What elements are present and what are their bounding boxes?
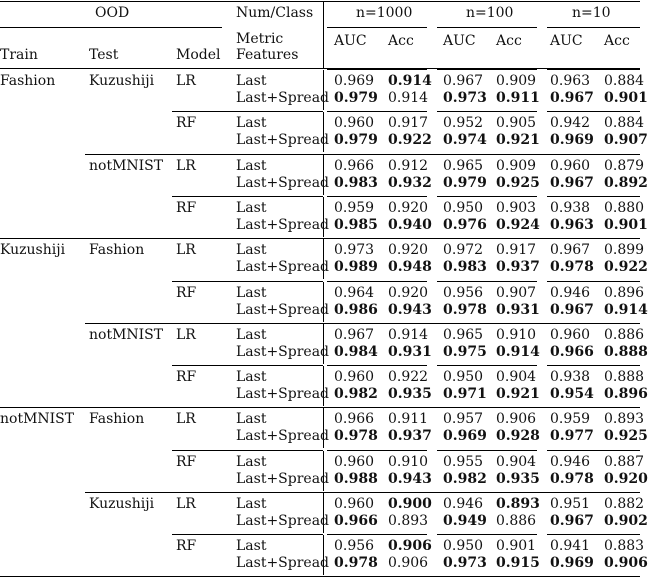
feature-label: Last+Spread bbox=[236, 513, 330, 529]
auc-header-n100: AUC bbox=[443, 33, 476, 49]
metric-value: 0.937 bbox=[496, 259, 540, 275]
group-rule bbox=[0, 238, 640, 239]
metric-value: 0.979 bbox=[334, 90, 378, 106]
metric-value: 0.888 bbox=[604, 369, 645, 385]
value-rule-n10 bbox=[547, 281, 640, 282]
metric-value: 0.914 bbox=[604, 302, 648, 318]
metric-value: 0.969 bbox=[550, 555, 594, 571]
metric-value: 0.984 bbox=[334, 344, 378, 360]
metric-value: 0.967 bbox=[550, 513, 594, 529]
metric-value: 0.989 bbox=[334, 259, 378, 275]
value-rule-n100 bbox=[437, 450, 537, 451]
metric-value: 0.907 bbox=[496, 285, 537, 301]
model-label: RF bbox=[176, 369, 197, 385]
ood-underline bbox=[0, 27, 222, 28]
model-rule bbox=[172, 534, 323, 535]
metric-value: 0.942 bbox=[550, 115, 591, 131]
metric-value: 0.943 bbox=[388, 302, 432, 318]
metric-value: 0.943 bbox=[388, 471, 432, 487]
metric-value: 0.931 bbox=[388, 344, 432, 360]
feature-label: Last bbox=[236, 369, 267, 385]
feature-label: Last bbox=[236, 496, 267, 512]
metric-value: 0.946 bbox=[550, 285, 591, 301]
value-rule-n100 bbox=[437, 154, 537, 155]
metric-value: 0.893 bbox=[388, 513, 429, 529]
metric-value: 0.879 bbox=[604, 158, 645, 174]
test-label: Kuzushiji bbox=[89, 73, 155, 89]
model-rule bbox=[172, 196, 323, 197]
value-rule-n1000 bbox=[327, 534, 427, 535]
metric-value: 0.967 bbox=[443, 73, 484, 89]
metric-value: 0.978 bbox=[550, 471, 594, 487]
model-rule bbox=[172, 450, 323, 451]
metric-value: 0.979 bbox=[334, 132, 378, 148]
feature-label: Last+Spread bbox=[236, 302, 330, 318]
metric-value: 0.960 bbox=[550, 158, 591, 174]
metric-value: 0.935 bbox=[496, 471, 540, 487]
metric-value: 0.906 bbox=[604, 555, 648, 571]
metric-value: 0.914 bbox=[388, 73, 432, 89]
value-rule-n10 bbox=[547, 407, 640, 408]
metric-value: 0.886 bbox=[604, 327, 645, 343]
metric-value: 0.924 bbox=[496, 217, 540, 233]
metric-value: 0.887 bbox=[604, 454, 645, 470]
n1000-header: n=1000 bbox=[356, 5, 413, 21]
bottom-rule bbox=[0, 576, 640, 577]
metric-value: 0.965 bbox=[443, 327, 484, 343]
metric-value: 0.925 bbox=[604, 428, 648, 444]
value-rule-n10 bbox=[547, 323, 640, 324]
feature-label: Last bbox=[236, 73, 267, 89]
value-rule-n1000 bbox=[327, 238, 427, 239]
test-label: Fashion bbox=[89, 242, 145, 258]
metric-value: 0.920 bbox=[604, 471, 648, 487]
metric-value: 0.965 bbox=[443, 158, 484, 174]
value-rule-n100 bbox=[437, 492, 537, 493]
metric-value: 0.922 bbox=[604, 259, 648, 275]
metric-value: 0.907 bbox=[604, 132, 648, 148]
metric-value: 0.983 bbox=[443, 259, 487, 275]
value-rule-n100 bbox=[437, 323, 537, 324]
value-rule-n10 bbox=[547, 492, 640, 493]
model-label: LR bbox=[176, 327, 196, 343]
metric-value: 0.950 bbox=[443, 200, 484, 216]
metric-value: 0.966 bbox=[334, 158, 375, 174]
metric-value: 0.963 bbox=[550, 217, 594, 233]
metric-value: 0.979 bbox=[443, 175, 487, 191]
model-rule bbox=[172, 365, 323, 366]
model-label: RF bbox=[176, 285, 197, 301]
value-rule-n10 bbox=[547, 111, 640, 112]
metric-value: 0.966 bbox=[334, 513, 378, 529]
metric-value: 0.901 bbox=[604, 90, 648, 106]
model-label: LR bbox=[176, 158, 196, 174]
metric-value: 0.883 bbox=[604, 538, 645, 554]
header-rule bbox=[0, 68, 640, 69]
model-header: Model bbox=[176, 47, 221, 63]
metric-value: 0.931 bbox=[496, 302, 540, 318]
feature-label: Last bbox=[236, 115, 267, 131]
metric-value: 0.960 bbox=[334, 496, 375, 512]
metric-value: 0.911 bbox=[388, 411, 429, 427]
value-rule-n1000 bbox=[327, 450, 427, 451]
feature-label: Last+Spread bbox=[236, 555, 330, 571]
value-rule-n1000 bbox=[327, 323, 427, 324]
value-rule-n100 bbox=[437, 111, 537, 112]
metric-value: 0.988 bbox=[334, 471, 378, 487]
metric-value: 0.912 bbox=[388, 158, 429, 174]
metric-value: 0.967 bbox=[550, 175, 594, 191]
metric-value: 0.902 bbox=[604, 513, 648, 529]
metric-value: 0.884 bbox=[604, 73, 645, 89]
metric-value: 0.914 bbox=[388, 90, 429, 106]
feature-label: Last+Spread bbox=[236, 90, 330, 106]
test-header: Test bbox=[89, 47, 119, 63]
metric-value: 0.917 bbox=[388, 115, 429, 131]
metric-value: 0.925 bbox=[496, 175, 540, 191]
feature-label: Last bbox=[236, 538, 267, 554]
metric-value: 0.960 bbox=[334, 369, 375, 385]
feature-label: Last+Spread bbox=[236, 175, 330, 191]
metric-value: 0.910 bbox=[496, 327, 537, 343]
auc-header-n1000: AUC bbox=[334, 33, 367, 49]
metric-value: 0.928 bbox=[496, 428, 540, 444]
metric-value: 0.896 bbox=[604, 386, 648, 402]
metric-value: 0.950 bbox=[443, 538, 484, 554]
metric-value: 0.901 bbox=[604, 217, 648, 233]
value-rule-n100 bbox=[437, 69, 537, 70]
feature-label: Last+Spread bbox=[236, 471, 330, 487]
metric-value: 0.896 bbox=[604, 285, 645, 301]
metric-value: 0.957 bbox=[443, 411, 484, 427]
metric-value: 0.909 bbox=[496, 73, 537, 89]
acc-header-n1000: Acc bbox=[388, 33, 414, 49]
value-rule-n10 bbox=[547, 365, 640, 366]
metric-value: 0.880 bbox=[604, 200, 645, 216]
metric-value: 0.967 bbox=[334, 327, 375, 343]
metric-value: 0.893 bbox=[604, 411, 645, 427]
n100-underline bbox=[437, 27, 537, 28]
model-label: LR bbox=[176, 73, 196, 89]
metric-value: 0.906 bbox=[496, 411, 537, 427]
metric-value: 0.986 bbox=[334, 302, 378, 318]
model-rule bbox=[172, 111, 323, 112]
metric-value: 0.932 bbox=[388, 175, 432, 191]
metric-value: 0.910 bbox=[388, 454, 429, 470]
n10-header: n=10 bbox=[572, 5, 611, 21]
metric-value: 0.920 bbox=[388, 200, 429, 216]
metric-value: 0.975 bbox=[443, 344, 487, 360]
model-label: LR bbox=[176, 411, 196, 427]
metric-value: 0.882 bbox=[604, 496, 645, 512]
metric-value: 0.921 bbox=[496, 386, 540, 402]
metric-value: 0.901 bbox=[496, 538, 537, 554]
value-rule-n10 bbox=[547, 196, 640, 197]
metric-value: 0.915 bbox=[496, 555, 540, 571]
metric-value: 0.899 bbox=[604, 242, 645, 258]
auc-header-n10: AUC bbox=[550, 33, 583, 49]
group-rule bbox=[0, 407, 640, 408]
metric-value: 0.917 bbox=[496, 242, 537, 258]
metric-value: 0.914 bbox=[496, 344, 540, 360]
metric-value: 0.985 bbox=[334, 217, 378, 233]
value-rule-n1000 bbox=[327, 281, 427, 282]
metric-value: 0.888 bbox=[604, 344, 648, 360]
metric-value: 0.886 bbox=[496, 513, 537, 529]
model-label: RF bbox=[176, 200, 197, 216]
metric-value: 0.938 bbox=[550, 200, 591, 216]
metric-value: 0.900 bbox=[388, 496, 432, 512]
value-rule-n100 bbox=[437, 407, 537, 408]
header-separator bbox=[323, 2, 324, 68]
value-rule-n1000 bbox=[327, 196, 427, 197]
metric-value: 0.956 bbox=[334, 538, 375, 554]
metric-value: 0.963 bbox=[550, 73, 591, 89]
train-label: notMNIST bbox=[0, 411, 75, 427]
model-label: RF bbox=[176, 115, 197, 131]
metric-header: Metric bbox=[236, 31, 284, 47]
feature-label: Last bbox=[236, 327, 267, 343]
train-label: Kuzushiji bbox=[0, 242, 66, 258]
metric-value: 0.950 bbox=[443, 369, 484, 385]
n1000-underline bbox=[327, 27, 427, 28]
metric-value: 0.914 bbox=[388, 327, 429, 343]
feature-label: Last+Spread bbox=[236, 132, 330, 148]
metric-value: 0.884 bbox=[604, 115, 645, 131]
value-rule-n100 bbox=[437, 365, 537, 366]
metric-value: 0.893 bbox=[496, 496, 540, 512]
metric-value: 0.967 bbox=[550, 242, 591, 258]
metric-value: 0.977 bbox=[550, 428, 594, 444]
metric-value: 0.904 bbox=[496, 454, 537, 470]
metric-value: 0.982 bbox=[443, 471, 487, 487]
metric-value: 0.952 bbox=[443, 115, 484, 131]
model-label: LR bbox=[176, 496, 196, 512]
value-rule-n1000 bbox=[327, 492, 427, 493]
metric-value: 0.978 bbox=[334, 428, 378, 444]
metric-value: 0.922 bbox=[388, 369, 429, 385]
n100-header: n=100 bbox=[466, 5, 514, 21]
metric-value: 0.960 bbox=[334, 115, 375, 131]
feature-label: Last bbox=[236, 454, 267, 470]
top-rule bbox=[0, 1, 640, 2]
value-rule-n10 bbox=[547, 238, 640, 239]
train-header: Train bbox=[0, 47, 38, 63]
ood-header: OOD bbox=[95, 5, 130, 21]
feature-label: Last+Spread bbox=[236, 217, 330, 233]
metric-value: 0.971 bbox=[443, 386, 487, 402]
metric-value: 0.978 bbox=[550, 259, 594, 275]
feature-label: Last bbox=[236, 200, 267, 216]
value-rule-n1000 bbox=[327, 407, 427, 408]
model-rule bbox=[172, 281, 323, 282]
metric-value: 0.955 bbox=[443, 454, 484, 470]
value-rule-n1000 bbox=[327, 154, 427, 155]
value-rule-n100 bbox=[437, 196, 537, 197]
metric-value: 0.983 bbox=[334, 175, 378, 191]
n10-underline bbox=[547, 27, 640, 28]
metric-value: 0.904 bbox=[496, 369, 537, 385]
metric-value: 0.969 bbox=[443, 428, 487, 444]
metric-value: 0.967 bbox=[550, 302, 594, 318]
metric-value: 0.920 bbox=[388, 285, 429, 301]
metric-value: 0.973 bbox=[334, 242, 375, 258]
test-label: Fashion bbox=[89, 411, 145, 427]
metric-value: 0.951 bbox=[550, 496, 591, 512]
metric-value: 0.973 bbox=[443, 90, 487, 106]
metric-value: 0.969 bbox=[550, 132, 594, 148]
metric-value: 0.967 bbox=[550, 90, 594, 106]
value-rule-n10 bbox=[547, 69, 640, 70]
num-class-header: Num/Class bbox=[236, 5, 314, 21]
value-rule-n100 bbox=[437, 534, 537, 535]
value-rule-n1000 bbox=[327, 111, 427, 112]
metric-value: 0.960 bbox=[334, 454, 375, 470]
metric-value: 0.937 bbox=[388, 428, 432, 444]
metric-value: 0.978 bbox=[334, 555, 378, 571]
acc-header-n100: Acc bbox=[496, 33, 522, 49]
metric-value: 0.949 bbox=[443, 513, 487, 529]
value-rule-n100 bbox=[437, 238, 537, 239]
value-rule-n1000 bbox=[327, 69, 427, 70]
metric-value: 0.906 bbox=[388, 538, 432, 554]
metric-value: 0.956 bbox=[443, 285, 484, 301]
metric-value: 0.892 bbox=[604, 175, 648, 191]
model-label: RF bbox=[176, 538, 197, 554]
metric-value: 0.982 bbox=[334, 386, 378, 402]
value-rule-n10 bbox=[547, 154, 640, 155]
metric-value: 0.909 bbox=[496, 158, 537, 174]
metric-value: 0.935 bbox=[388, 386, 432, 402]
metric-value: 0.948 bbox=[388, 259, 432, 275]
metric-value: 0.959 bbox=[334, 200, 375, 216]
feature-label: Last+Spread bbox=[236, 428, 330, 444]
value-rule-n10 bbox=[547, 450, 640, 451]
metric-value: 0.964 bbox=[334, 285, 375, 301]
test-label: Kuzushiji bbox=[89, 496, 155, 512]
feature-label: Last bbox=[236, 158, 267, 174]
value-rule-n10 bbox=[547, 534, 640, 535]
metric-value: 0.959 bbox=[550, 411, 591, 427]
metric-value: 0.941 bbox=[550, 538, 591, 554]
test-label: notMNIST bbox=[89, 158, 164, 174]
features-header: Features bbox=[236, 47, 299, 63]
feature-label: Last bbox=[236, 285, 267, 301]
metric-value: 0.978 bbox=[443, 302, 487, 318]
metric-value: 0.906 bbox=[388, 555, 429, 571]
metric-value: 0.946 bbox=[443, 496, 484, 512]
value-rule-n100 bbox=[437, 281, 537, 282]
train-label: Fashion bbox=[0, 73, 56, 89]
feature-label: Last bbox=[236, 411, 267, 427]
metric-value: 0.946 bbox=[550, 454, 591, 470]
metric-value: 0.921 bbox=[496, 132, 540, 148]
metric-value: 0.954 bbox=[550, 386, 594, 402]
metric-value: 0.960 bbox=[550, 327, 591, 343]
metric-value: 0.911 bbox=[496, 90, 540, 106]
metric-value: 0.976 bbox=[443, 217, 487, 233]
metric-value: 0.973 bbox=[443, 555, 487, 571]
model-label: RF bbox=[176, 454, 197, 470]
metric-value: 0.969 bbox=[334, 73, 375, 89]
metric-value: 0.974 bbox=[443, 132, 487, 148]
value-rule-n1000 bbox=[327, 365, 427, 366]
feature-label: Last+Spread bbox=[236, 344, 330, 360]
feature-label: Last+Spread bbox=[236, 386, 330, 402]
metric-value: 0.922 bbox=[388, 132, 432, 148]
metric-value: 0.966 bbox=[334, 411, 375, 427]
metric-value: 0.972 bbox=[443, 242, 484, 258]
metric-value: 0.903 bbox=[496, 200, 537, 216]
model-label: LR bbox=[176, 242, 196, 258]
test-label: notMNIST bbox=[89, 327, 164, 343]
metric-value: 0.938 bbox=[550, 369, 591, 385]
acc-header-n10: Acc bbox=[604, 33, 630, 49]
feature-label: Last bbox=[236, 242, 267, 258]
metric-value: 0.905 bbox=[496, 115, 537, 131]
feature-label: Last+Spread bbox=[236, 259, 330, 275]
metric-value: 0.920 bbox=[388, 242, 429, 258]
metric-value: 0.966 bbox=[550, 344, 594, 360]
metric-value: 0.940 bbox=[388, 217, 432, 233]
